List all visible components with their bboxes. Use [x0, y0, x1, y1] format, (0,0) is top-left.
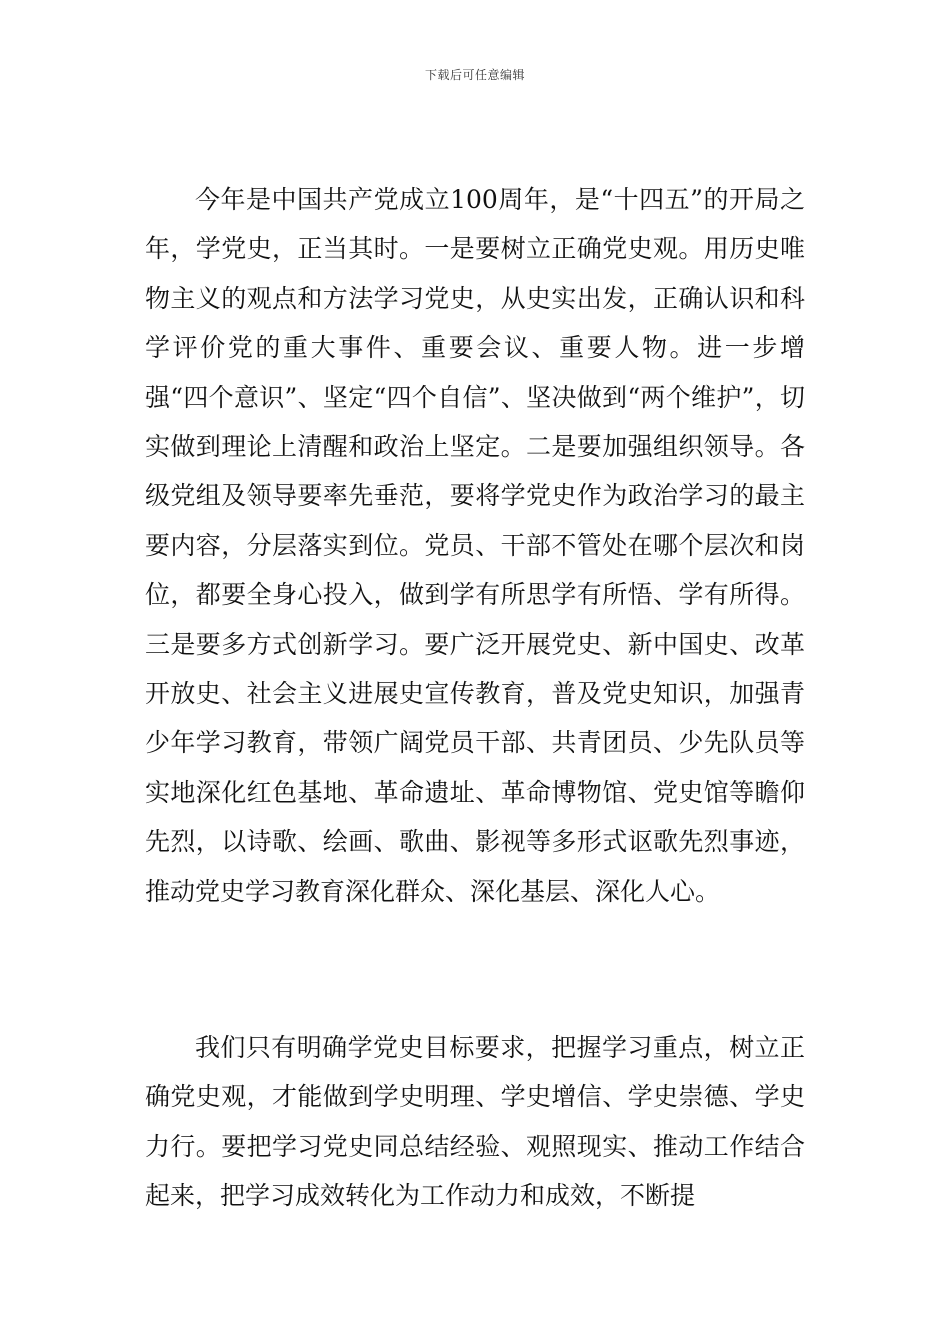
header-note: 下载后可任意编辑 — [424, 68, 525, 82]
paragraph-block — [145, 1023, 805, 1221]
paragraph-block — [145, 175, 805, 916]
body-paragraph: 我们只有明确学党史目标要求，把握学习重点，树立正确党史观，才能做到学史明理、学史增信、学史崇德、学史力行。要把学习党史同总结经验、观照现实、推动工作结合起来，把学习成效转化为工作动力和成效，不断提 — [145, 1033, 805, 1211]
body-paragraph: 今年是中国共产党成立100周年，是“十四五”的开局之年，学党史，正当其时。一是要树立正确党史观。用历史唯物主义的观点和方法学习党史，从史实出发，正确认识和科学评价党的重大事件、重要会议、重要人物。进一步增强“四个意识”、坚定“四个自信”、坚决做到“两个维护”，切实做到理论上清醒和政治上坚定。二是要加强组织领导。各级党组及领导要率先垂范，要将学党史作为政治学习的最主要内容，分层落实到位。党员、干部不管处在哪个层次和岗位，都要全身心投入，做到学有所思学有所悟、学有所得。三是要多方式创新学习。要广泛开展党史、新中国史、改革开放史、社会主义进展史宣传教育，普及党史知识，加强青少年学习教育，带领广阔党员干部、共青团员、少先队员等实地深化红色基地、革命遗址、革命博物馆、党史馆等瞻仰先烈，以诗歌、绘画、歌曲、影视等多形式讴歌先烈事迹，推动党史学习教育深化群众、深化基层、深化人心。 — [145, 185, 805, 906]
